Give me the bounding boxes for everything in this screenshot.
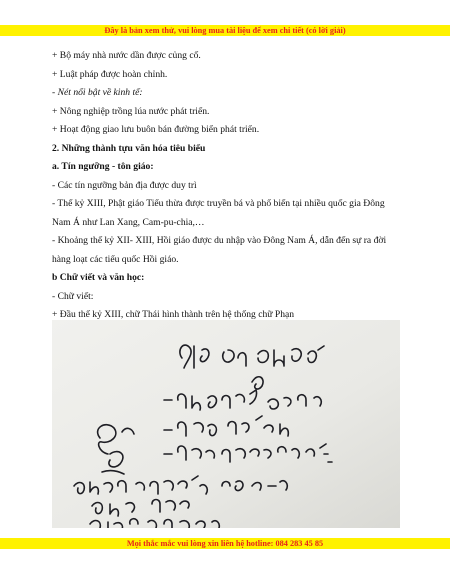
thai-script-manuscript-image bbox=[52, 320, 400, 528]
text-line: + Bộ máy nhà nước dần được củng cố. bbox=[52, 50, 201, 61]
text-line: + Luật pháp được hoàn chỉnh. bbox=[52, 68, 168, 80]
subsection-heading-writing: b Chữ viết và văn học: bbox=[52, 272, 145, 283]
text-line: + Nông nghiệp trồng lúa nước phát triển. bbox=[52, 105, 210, 117]
text-line: - Chữ viết: bbox=[52, 290, 94, 302]
subheading-economy: - Nét nổi bật về kinh tế: bbox=[52, 87, 143, 98]
preview-notice-banner bbox=[0, 25, 450, 36]
preview-notice-text: Đây là bản xem thử, vui lòng mua tài liệu để xem chi tiết (có lời giải) bbox=[104, 26, 346, 35]
subsection-heading-religion: a. Tín ngưỡng - tôn giáo: bbox=[52, 161, 154, 172]
paragraph-buddhism: - Thế kỷ XIII, Phật giáo Tiểu thừa được truyền bá và phổ biến tại nhiều quốc gia Đông Nam Á như Lan Xang, Cam-pu-chia,… bbox=[52, 198, 385, 228]
section-heading: 2. Những thành tựu văn hóa tiêu biểu bbox=[52, 142, 206, 154]
text-line: - Các tín ngưỡng bản địa được duy trì bbox=[52, 179, 197, 191]
text-line: + Đầu thế kỷ XIII, chữ Thái hình thành trên hệ thống chữ Phạn bbox=[52, 309, 295, 320]
hotline-footer-text: Mọi thắc mắc vui lòng xin liên hệ hotline: 084 283 45 85 bbox=[126, 539, 324, 548]
hotline-footer-banner bbox=[0, 538, 450, 549]
paragraph-islam: - Khoảng thế kỷ XII- XIII, Hồi giáo được du nhập vào Đông Nam Á, dẫn đến sự ra đời hàng loạt các tiểu quốc Hồi giáo. bbox=[52, 235, 387, 265]
document-body bbox=[52, 47, 402, 325]
text-line: + Hoạt động giao lưu buôn bán đường biển phát triển. bbox=[52, 124, 260, 135]
